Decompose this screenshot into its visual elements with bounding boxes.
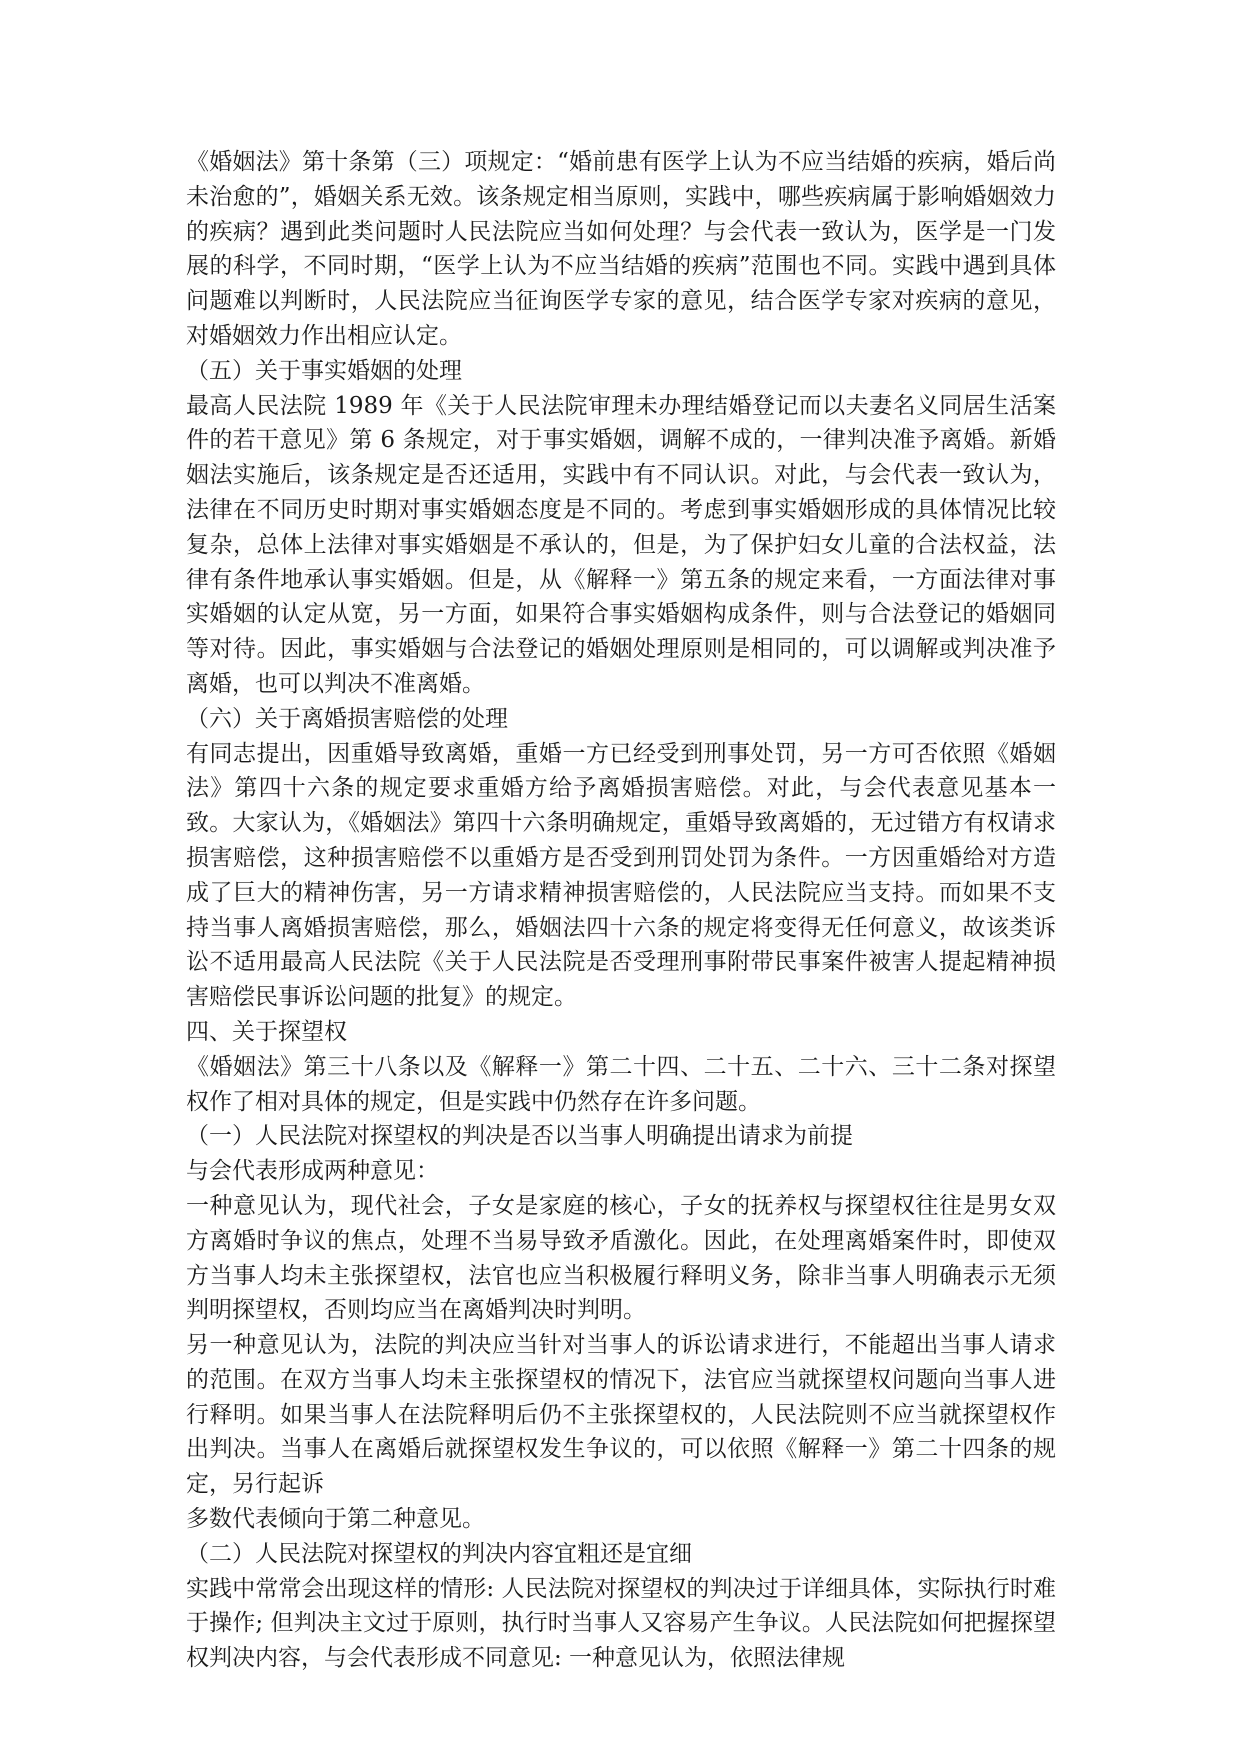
paragraph-majority-view: 多数代表倾向于第二种意见。 xyxy=(186,1506,485,1533)
heading-visitation-detail: （二）人民法院对探望权的判决内容宜粗还是宜细 xyxy=(186,1540,692,1567)
heading-de-facto-marriage: （五）关于事实婚姻的处理 xyxy=(186,357,462,384)
heading-visitation-rights: 四、关于探望权 xyxy=(186,1018,347,1045)
paragraph-second-opinion: 另一种意见认为，法院的判决应当针对当事人的诉讼请求进行，不能超出当事人请求的范围。在双方当事人均未主张探望权的情况下，法官应当就探望权问题向当事人进行释明。如果当事人在法院释明后仍不主张探望权的，人民法院则不应当就探望权作出判决。当事人在离婚后就探望权发生争议的，可以依照《解释一》第二十四条的规定，另行起诉 xyxy=(186,1332,1056,1498)
paragraph-de-facto-marriage: 最高人民法院 1989 年《关于人民法院审理未办理结婚登记而以夫妻名义同居生活案件的若干意见》第 6 条规定，对于事实婚姻，调解不成的，一律判决准予离婚。新婚姻法实施后，该条规定是否还适用，实践中有不同认识。对此，与会代表一致认为，法律在不同历史时期对事实婚姻态度是不同的。考虑到事实婚姻形成的具体情况比较复杂，总体上法律对事实婚姻是不承认的，但是，为了保护妇女儿童的合法权益，法律有条件地承认事实婚姻。但是，从《解释一》第五条的规定来看，一方面法律对事实婚姻的认定从宽，另一方面，如果符合事实婚姻构成条件，则与合法登记的婚姻同等对待。因此，事实婚姻与合法登记的婚姻处理原则是相同的，可以调解或判决准予离婚，也可以判决不准离婚。 xyxy=(186,392,1056,697)
heading-divorce-damages: （六）关于离婚损害赔偿的处理 xyxy=(186,705,508,732)
paragraph-invalid-marriage-disease: 《婚姻法》第十条第（三）项规定：“婚前患有医学上认为不应当结婚的疾病，婚后尚未治愈的”，婚姻关系无效。该条规定相当原则，实践中，哪些疾病属于影响婚姻效力的疾病？遇到此类问题时人民法院应当如何处理？与会代表一致认为，医学是一门发展的科学，不同时期，“医学上认为不应当结婚的疾病”范围也不同。实践中遇到具体问题难以判断时，人民法院应当征询医学专家的意见，结合医学专家对疾病的意见，对婚姻效力作出相应认定。 xyxy=(186,149,1056,349)
paragraph-divorce-damages: 有同志提出，因重婚导致离婚，重婚一方已经受到刑事处罚，另一方可否依照《婚姻法》第四十六条的规定要求重婚方给予离婚损害赔偿。对此，与会代表意见基本一致。大家认为，《婚姻法》第四十六条明确规定，重婚导致离婚的，无过错方有权请求损害赔偿，这种损害赔偿不以重婚方是否受到刑罚处罚为条件。一方因重婚给对方造成了巨大的精神伤害，另一方请求精神损害赔偿的，人民法院应当支持。而如果不支持当事人离婚损害赔偿，那么，婚姻法四十六条的规定将变得无任何意义，故该类诉讼不适用最高人民法院《关于人民法院是否受理刑事附带民事案件被害人提起精神损害赔偿民事诉讼问题的批复》的规定。 xyxy=(186,740,1056,1011)
paragraph-first-opinion: 一种意见认为，现代社会，子女是家庭的核心，子女的抚养权与探望权往往是男女双方离婚时争议的焦点，处理不当易导致矛盾激化。因此，在处理离婚案件时，即使双方当事人均未主张探望权，法官也应当积极履行释明义务，除非当事人明确表示无须判明探望权，否则均应当在离婚判决时判明。 xyxy=(186,1192,1056,1324)
paragraph-visitation-detail: 实践中常常会出现这样的情形: 人民法院对探望权的判决过于详细具体，实际执行时难于操作; 但判决主文过于原则，执行时当事人又容易产生争议。人民法院如何把握探望权判决内容，与会代表形成不同意见: 一种意见认为，依照法律规 xyxy=(186,1575,1056,1672)
heading-visitation-request: （一）人民法院对探望权的判决是否以当事人明确提出请求为前提 xyxy=(186,1123,853,1150)
document-body xyxy=(186,145,1056,1676)
paragraph-visitation-rights-intro: 《婚姻法》第三十八条以及《解释一》第二十四、二十五、二十六、三十二条对探望权作了相对具体的规定，但是实践中仍然存在许多问题。 xyxy=(186,1053,1056,1115)
paragraph-two-opinions: 与会代表形成两种意见： xyxy=(186,1158,439,1185)
